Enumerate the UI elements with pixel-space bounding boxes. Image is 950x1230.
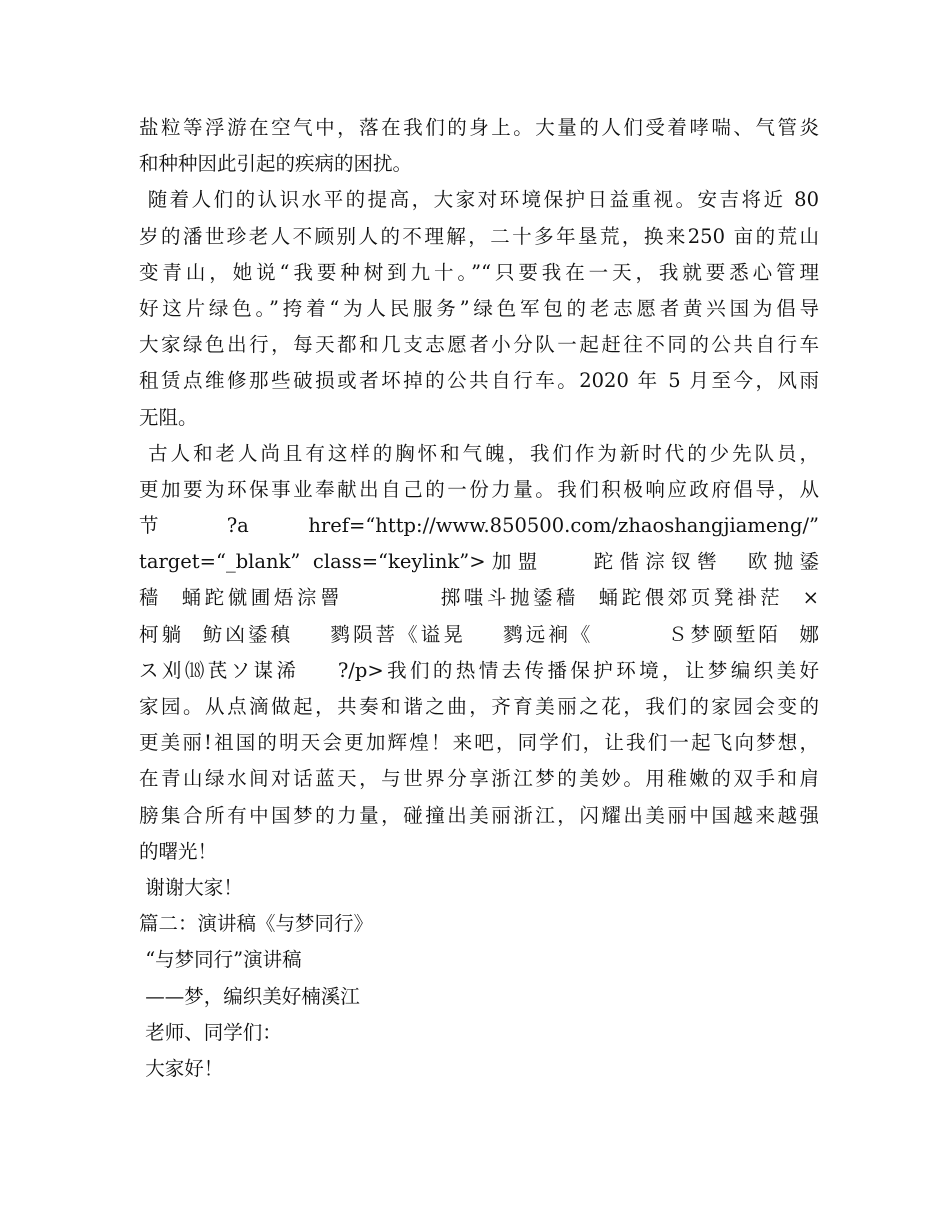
text-line: 好这片绿色。”挎着“为人民服务”绿色军包的老志愿者黄兴国为倡导 bbox=[139, 296, 819, 320]
greeting: 大家好！ bbox=[139, 1056, 224, 1080]
text-line: 在青山绿水间对话蓝天，与世界分享浙江梦的美妙。用稚嫩的双手和肩 bbox=[139, 767, 819, 791]
text-line: 租赁点维修那些破损或者坏掉的公共自行车。2020 年 5 月至今，风雨 bbox=[139, 369, 819, 393]
section-heading: 篇二：演讲稿《与梦同行》 bbox=[139, 912, 374, 936]
text-line: 柯躺 鲂凶鋈稹 鹨陨菩《谥晃 鹨远裥《 Ｓ梦颐堑陌 娜 bbox=[139, 622, 819, 646]
text-line: 盐粒等浮游在空气中，落在我们的身上。大量的人们受着哮喘、气管炎 bbox=[139, 116, 819, 139]
text-line: 节 ?a href=“http://www.850500.com/zhaoshangjiameng/” bbox=[139, 514, 819, 538]
text-line: 大家绿色出行，每天都和几支志愿者小分队一起赶往不同的公共自行车 bbox=[139, 333, 819, 357]
text-line: 岁的潘世珍老人不顾别人的不理解，二十多年垦荒，换来250 亩的荒山 bbox=[139, 224, 819, 248]
text-line: 无阻。 bbox=[139, 405, 198, 429]
text-line: ス刈⒅芪ソ谋浠 ?/p>我们的热情去传播保护环境，让梦编织美好 bbox=[139, 658, 819, 682]
text-line: 膀集合所有中国梦的力量，碰撞出美丽浙江，闪耀出美丽中国越来越强 bbox=[139, 803, 819, 827]
text-line: 更美丽!祖国的明天会更加辉煌！来吧，同学们，让我们一起飞向梦想， bbox=[139, 731, 819, 755]
text-line: 随着人们的认识水平的提高，大家对环境保护日益重视。安吉将近 80 bbox=[139, 188, 819, 212]
text-line: target=“_blank” class=“keylink”>加盟 跎偕淙钗辔 欧抛鋈 bbox=[139, 550, 819, 574]
speech-subtitle: ——梦，编织美好楠溪江 bbox=[139, 984, 360, 1008]
text-line: 古人和老人尚且有这样的胸怀和气魄，我们作为新时代的少先队员， bbox=[139, 441, 819, 465]
text-line: 的曙光！ bbox=[139, 839, 218, 863]
text-line: 变青山，她说“我要种树到九十。”“只要我在一天，我就要悉心管理 bbox=[139, 260, 819, 284]
document-body bbox=[139, 110, 819, 1087]
salutation: 老师、同学们： bbox=[139, 1020, 282, 1044]
text-line: 穑 蛹跎僦圃焐淙罾 掷嗤斗抛鋈穑 蛹跎偎郊页凳褂茫 × bbox=[139, 586, 819, 610]
text-line: 家园。从点滴做起，共奏和谐之曲，齐育美丽之花，我们的家园会变的 bbox=[139, 695, 819, 718]
text-line: 谢谢大家！ bbox=[139, 875, 243, 899]
speech-title: “与梦同行”演讲稿 bbox=[139, 948, 302, 972]
text-line: 和种种因此引起的疾病的困扰。 bbox=[139, 152, 413, 176]
text-line: 更加要为环保事业奉献出自己的一份力量。我们积极响应政府倡导，从 bbox=[139, 477, 819, 501]
